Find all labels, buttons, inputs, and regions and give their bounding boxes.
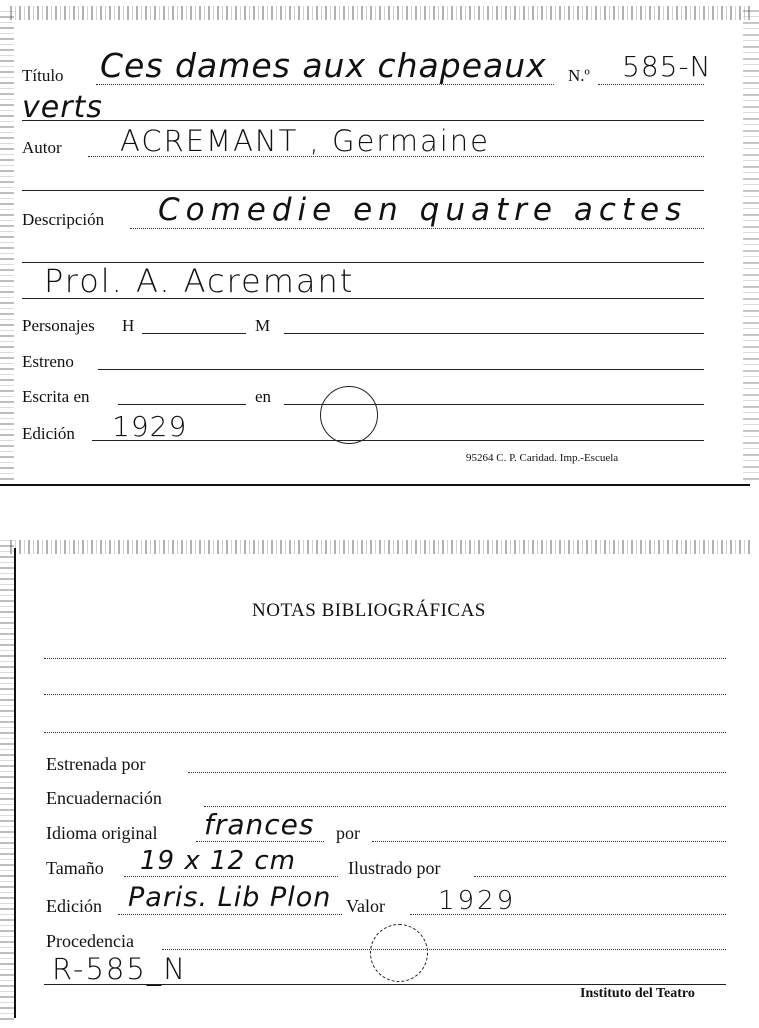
descripcion-label: Descripción <box>22 210 105 229</box>
encuadernacion-line <box>204 806 726 807</box>
printer-imprint: 95264 C. P. Caridad. Imp.-Escuela <box>466 452 619 464</box>
titulo-value-line2: verts <box>22 90 103 125</box>
notas-line-1 <box>44 658 726 659</box>
numero-label: N.º <box>568 66 590 85</box>
institution-name: Instituto del Teatro <box>580 986 695 1001</box>
idioma-por-label: por <box>336 823 360 843</box>
catalog-card-back <box>0 540 759 1028</box>
titulo-continuation-line <box>22 120 704 121</box>
notas-line-2 <box>44 694 726 695</box>
prologo-line <box>22 298 704 299</box>
ilustrado-por-label: Ilustrado por <box>348 858 441 878</box>
autor-label: Autor <box>22 138 62 157</box>
numero-line <box>598 84 704 85</box>
procedencia-value: R-585_N <box>52 952 187 986</box>
escrita-en-line <box>118 404 246 405</box>
card-right-edge <box>743 10 759 480</box>
escrita-en-label: Escrita en <box>22 387 90 406</box>
descripcion-line <box>130 228 704 229</box>
card-left-edge <box>0 540 14 1020</box>
punch-hole <box>320 386 378 444</box>
estreno-line <box>98 369 704 370</box>
edicion-back-line <box>118 914 342 915</box>
estreno-label: Estreno <box>22 352 74 371</box>
encuadernacion-label: Encuadernación <box>46 788 162 808</box>
personajes-m-label: M <box>255 316 271 335</box>
valor-value: 1929 <box>438 886 517 916</box>
procedencia-label: Procedencia <box>46 931 134 951</box>
personajes-h-line <box>142 333 246 334</box>
tamano-line <box>124 876 338 877</box>
personajes-h-label: H <box>122 316 135 335</box>
procedencia-line <box>162 949 726 950</box>
prologo-value: Prol. A. Acremant <box>44 262 355 300</box>
edicion-back-label: Edición <box>46 896 102 916</box>
punch-hole <box>370 924 428 982</box>
card-top-edge <box>10 6 751 20</box>
card-left-edge <box>0 10 14 480</box>
idioma-por-line <box>372 841 726 842</box>
escrita-en-second-label: en <box>255 387 272 406</box>
notas-heading: NOTAS BIBLIOGRÁFICAS <box>252 600 486 621</box>
edicion-value: 1929 <box>112 410 188 443</box>
personajes-m-line <box>284 333 704 334</box>
card-bottom-border <box>0 484 750 486</box>
idioma-original-label: Idioma original <box>46 823 158 843</box>
card-left-border <box>14 548 16 1018</box>
ilustrado-por-line <box>474 876 726 877</box>
tamano-value: 19 x 12 cm <box>140 846 296 876</box>
estrenada-por-line <box>188 772 726 773</box>
card-top-edge <box>10 540 751 554</box>
titulo-value: Ces dames aux chapeaux <box>100 46 547 85</box>
autor-value: ACREMANT , Germaine <box>120 124 490 158</box>
idioma-original-line <box>196 841 324 842</box>
catalog-card-front <box>0 0 759 492</box>
personajes-label: Personajes <box>22 316 95 335</box>
valor-label: Valor <box>346 896 385 916</box>
blank-line-1 <box>22 190 704 191</box>
procedencia-continuation-line <box>44 984 726 985</box>
estrenada-por-label: Estrenada por <box>46 754 146 774</box>
titulo-label: Título <box>22 66 64 85</box>
idioma-original-value: frances <box>204 808 315 841</box>
descripcion-value: Comedie en quatre actes <box>158 192 688 228</box>
tamano-label: Tamaño <box>46 858 104 878</box>
numero-value: 585-N <box>622 50 712 83</box>
notas-line-3 <box>44 732 726 733</box>
edicion-label: Edición <box>22 424 75 443</box>
edicion-back-value: Paris. Lib Plon <box>128 882 332 913</box>
